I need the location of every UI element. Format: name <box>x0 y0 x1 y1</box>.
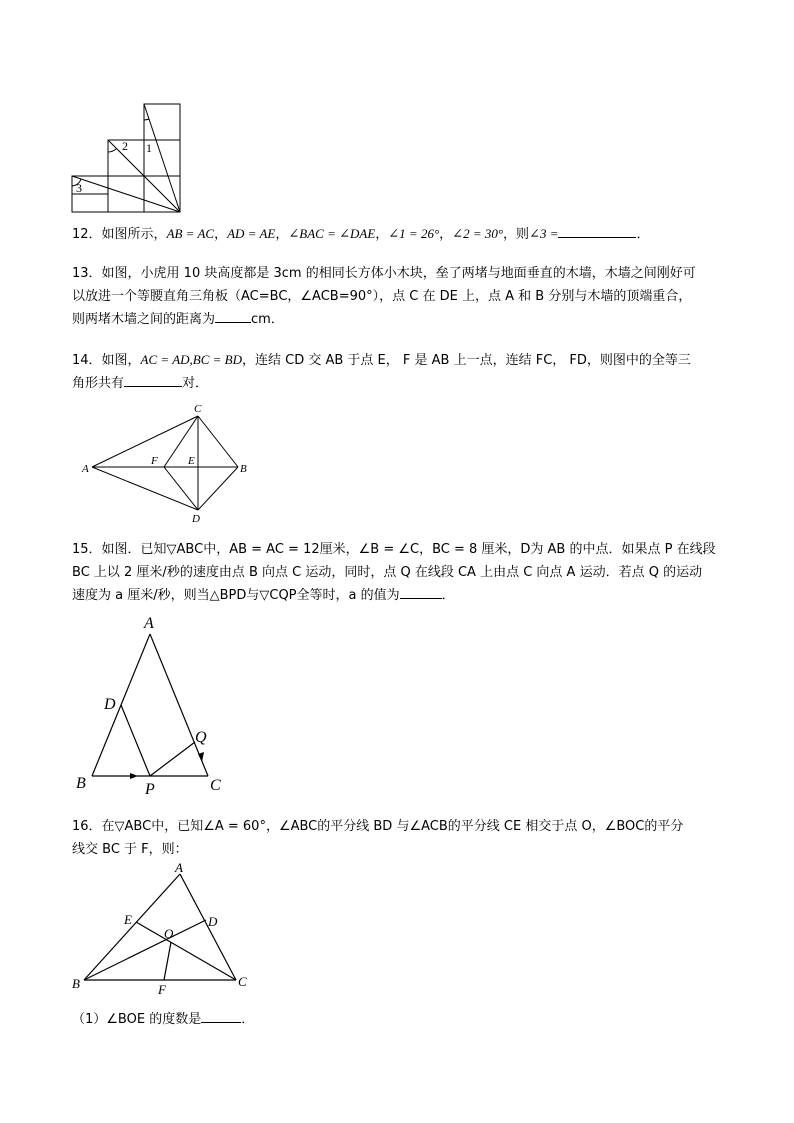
q12-sep-3: ， <box>375 227 389 242</box>
figure-q15 <box>70 612 240 802</box>
label-F: F <box>151 455 158 467</box>
figure-q15-svg <box>70 612 240 802</box>
q16-1-end: ． <box>241 1012 255 1027</box>
question-12 <box>72 222 732 246</box>
block-bottom-1b <box>72 194 108 212</box>
segment-DP <box>121 705 150 776</box>
q16-line-1: 16．在▽ABC中，已知∠A = 60°，∠ABC的平分线 BD 与∠ACB的平分线 CE 相交于点 O，∠BOC的平分 <box>72 819 684 834</box>
q12-math-2: AD = AE <box>227 226 276 241</box>
q13-answer-blank[interactable] <box>215 310 251 323</box>
label-A: A <box>144 615 154 632</box>
label-E: E <box>188 455 195 467</box>
q14-math: AC = AD,BC = BD <box>140 352 242 367</box>
q12-sep-1: ， <box>214 227 228 242</box>
q15-end: ． <box>441 588 455 603</box>
bisector-OF <box>164 942 171 980</box>
figure-q14-svg <box>80 400 260 528</box>
label-C: C <box>194 403 202 415</box>
q15-line-2: BC 上以 2 厘米/秒的速度由点 B 向点 C 运动，同时，点 Q 在线段 CA 上由点 C 向点 A 运动．若点 Q 的运动 <box>72 565 703 580</box>
figure-q16 <box>70 862 260 1000</box>
angle-arc-1 <box>144 119 149 120</box>
q14-line-2 <box>72 372 732 395</box>
q12-text: 如图所示， <box>101 227 167 242</box>
q12-answer-blank[interactable] <box>558 225 636 238</box>
line-1 <box>144 104 180 212</box>
figure-q12 <box>70 102 185 214</box>
q16-line-2: 线交 BC 于 F，则： <box>72 842 188 857</box>
label-D: D <box>208 914 218 929</box>
q12-sep-5: ，则 <box>503 227 530 242</box>
label-B: B <box>72 976 80 991</box>
q16-1-text: （1）∠BOE 的度数是 <box>72 1012 202 1027</box>
label-E: E <box>124 912 132 927</box>
q12-math-6: ∠3 = <box>529 226 559 241</box>
segment-CB <box>198 416 238 467</box>
label-O: O <box>164 926 174 941</box>
label-C: C <box>238 974 247 989</box>
q14-answer-blank[interactable] <box>124 374 182 387</box>
label-P: P <box>145 781 155 798</box>
q12-sep-4: ， <box>439 227 453 242</box>
label-3: 3 <box>76 181 82 195</box>
q12-math-3: ∠BAC = ∠DAE <box>288 226 376 241</box>
q12-math-1: AB = AC <box>166 226 215 241</box>
label-B: B <box>240 463 247 475</box>
question-15 <box>72 538 732 607</box>
q12-math-5: ∠2 = 30° <box>452 226 504 241</box>
figure-q12-svg <box>70 102 185 214</box>
angle-arc-2 <box>108 149 116 152</box>
q13-line-2: 以放进一个等腰直角三角板（AC=BC，∠ACB=90°），点 C 在 DE 上，点 A 和 B 分别与木墙的顶端重合， <box>72 289 692 304</box>
q13-line-1: 13．如图，小虎用 10 块高度都是 3cm 的相同长方体小木块，垒了两堵与地面垂直的木墙，木墙之间刚好可 <box>72 266 696 281</box>
question-14 <box>72 348 732 395</box>
q15-line-1: 15．如图．已知▽ABC中，AB = AC = 12厘米，∠B = ∠C，BC = 8 厘米，D为 AB 的中点．如果点 P 在线段 <box>72 542 716 557</box>
q13-line-3-text: 则两堵木墙之间的距离为 <box>72 312 216 327</box>
label-2: 2 <box>122 139 128 153</box>
label-D: D <box>192 513 200 525</box>
q15-line-3-text: 速度为 a 厘米/秒，则当△BPD与▽CQP全等时，a 的值为 <box>72 588 400 603</box>
q14-number: 14．如图， <box>72 353 141 368</box>
q15-answer-blank[interactable] <box>400 586 442 599</box>
bisector-BD <box>84 920 206 980</box>
label-A: A <box>175 860 183 875</box>
label-A: A <box>82 463 89 475</box>
q14-line-2-text: 角形共有 <box>72 376 125 391</box>
q12-math-4: ∠1 = 26° <box>388 226 440 241</box>
q14-line-1 <box>72 348 732 372</box>
q12-sep-2: ， <box>275 227 289 242</box>
label-1: 1 <box>146 141 152 155</box>
label-F: F <box>158 982 166 997</box>
block-top <box>144 104 180 140</box>
figure-q14 <box>80 400 260 528</box>
segment-PQ <box>150 742 195 776</box>
label-D: D <box>104 696 116 713</box>
segment-AC <box>92 416 198 467</box>
q12-number: 12． <box>72 227 102 242</box>
segment-DB <box>198 467 238 510</box>
label-Q: Q <box>195 729 207 746</box>
q12-end: ． <box>636 227 650 242</box>
question-16-part-1 <box>72 1008 732 1031</box>
segment-AD <box>92 467 198 510</box>
question-13 <box>72 262 732 331</box>
label-C: C <box>210 777 221 794</box>
q13-unit: cm． <box>251 312 284 327</box>
q15-line-3 <box>72 584 732 607</box>
q13-line-3 <box>72 308 732 331</box>
q16-1-answer-blank[interactable] <box>201 1010 241 1023</box>
label-B: B <box>76 775 86 792</box>
question-16 <box>72 815 732 861</box>
q14-text: ，连结 CD 交 AB 于点 E， F 是 AB 上一点，连结 FC， FD，则图中的全等三 <box>242 353 691 368</box>
arrow-p-direction <box>130 773 138 779</box>
q14-end: 对． <box>182 376 209 391</box>
figure-q16-svg <box>70 862 260 1000</box>
